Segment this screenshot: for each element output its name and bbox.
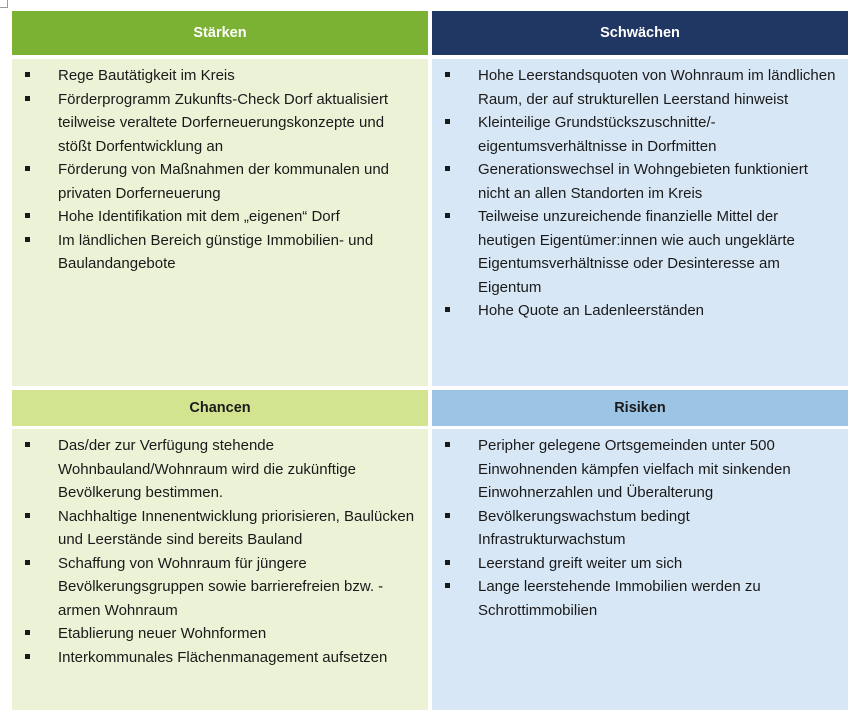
risks-item: Peripher gelegene Ortsgemeinden unter 500 Einwohnenden kämpfen vielfach mit sinkenden Einwohnerzahlen und Überalterung: [445, 434, 836, 505]
strengths-item: Hohe Identifikation mit dem „eigenen“ Dorf: [25, 205, 416, 229]
risks-header: Risiken: [432, 390, 848, 426]
weaknesses-item: Hohe Quote an Ladenleerständen: [445, 299, 836, 323]
weaknesses-cell: [432, 59, 848, 386]
weaknesses-item: Teilweise unzureichende finanzielle Mittel der heutigen Eigentümer:innen wie auch ungeklärte Eigentumsverhältnisse oder Desinteresse am Eigentum: [445, 205, 836, 299]
strengths-item: Förderung von Maßnahmen der kommunalen und privaten Dorferneuerung: [25, 158, 416, 205]
risks-item: Bevölkerungswachstum bedingt Infrastrukturwachstum: [445, 505, 836, 552]
strengths-item: Förderprogramm Zukunfts-Check Dorf aktualisiert teilweise veraltete Dorferneuerungskonzepte und stößt Dorfentwicklung an: [25, 88, 416, 159]
weaknesses-header: Schwächen: [432, 11, 848, 55]
chances-header: Chancen: [12, 390, 428, 426]
chances-item: Das/der zur Verfügung stehende Wohnbauland/Wohnraum wird die zukünftige Bevölkerung bestimmen.: [25, 434, 416, 505]
strengths-item: Rege Bautätigkeit im Kreis: [25, 64, 416, 88]
chances-list: [25, 434, 416, 669]
chances-item: Nachhaltige Innenentwicklung priorisieren, Baulücken und Leerstände sind bereits Bauland: [25, 505, 416, 552]
weaknesses-item: Kleinteilige Grundstückszuschnitte/-eigentumsverhältnisse in Dorfmitten: [445, 111, 836, 158]
document-corner-mark: [0, 0, 8, 8]
chances-item: Etablierung neuer Wohnformen: [25, 622, 416, 646]
chances-item: Schaffung von Wohnraum für jüngere Bevölkerungsgruppen sowie barrierefreien bzw. -armen Wohnraum: [25, 552, 416, 623]
weaknesses-list: [445, 64, 836, 323]
strengths-header: Stärken: [12, 11, 428, 55]
weaknesses-item: Generationswechsel in Wohngebieten funktioniert nicht an allen Standorten im Kreis: [445, 158, 836, 205]
risks-item: Lange leerstehende Immobilien werden zu Schrottimmobilien: [445, 575, 836, 622]
risks-cell: [432, 426, 848, 710]
chances-cell: [12, 426, 428, 710]
swot-table: [12, 11, 848, 710]
weaknesses-item: Hohe Leerstandsquoten von Wohnraum im ländlichen Raum, der auf strukturellen Leerstand hinweist: [445, 64, 836, 111]
chances-item: Interkommunales Flächenmanagement aufsetzen: [25, 646, 416, 670]
strengths-cell: [12, 59, 428, 386]
strengths-list: [25, 64, 416, 276]
strengths-item: Im ländlichen Bereich günstige Immobilien- und Baulandangebote: [25, 229, 416, 276]
risks-item: Leerstand greift weiter um sich: [445, 552, 836, 576]
risks-list: [445, 434, 836, 622]
